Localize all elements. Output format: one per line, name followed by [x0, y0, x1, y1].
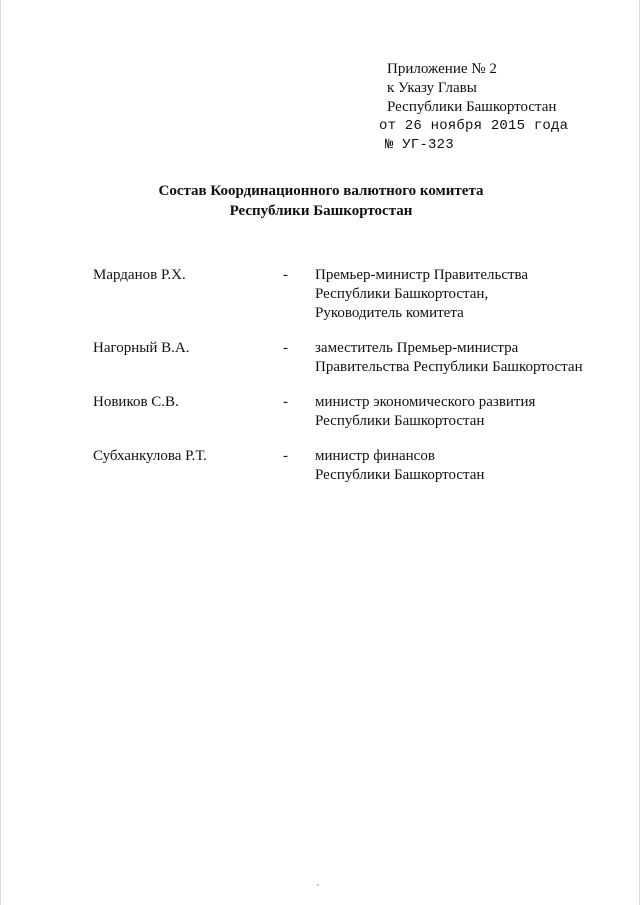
member-role-line: Руководитель комитета: [315, 305, 464, 321]
appendix-header: [379, 60, 569, 155]
appendix-republic: Республики Башкортостан: [387, 99, 557, 115]
document-title: [1, 181, 640, 221]
member-row: [93, 266, 613, 323]
member-name: Нагорный В.А.: [93, 340, 190, 356]
member-dash: -: [283, 340, 288, 356]
member-dash: -: [283, 394, 288, 410]
member-name: Марданов Р.Х.: [93, 267, 186, 283]
title-line-1: Состав Координационного валютного комитета: [158, 183, 484, 199]
member-role-line: Республики Башкортостан: [315, 413, 485, 429]
member-role: [315, 266, 613, 323]
member-role: [315, 339, 613, 377]
member-dash: -: [283, 448, 288, 464]
title-line-2: Республики Башкортостан: [229, 203, 413, 219]
member-name: Субханкулова Р.Т.: [93, 448, 207, 464]
appendix-number: № УГ-323: [385, 137, 454, 153]
appendix-label: Приложение № 2: [387, 61, 497, 77]
member-row: [93, 393, 613, 431]
member-role-line: министр финансов: [315, 448, 435, 464]
member-role-line: Правительства Республики Башкортостан: [315, 359, 583, 375]
member-role-line: Республики Башкортостан: [315, 467, 485, 483]
member-role-line: министр экономического развития: [315, 394, 536, 410]
member-role-line: заместитель Премьер-министра: [315, 340, 519, 356]
member-row: [93, 339, 613, 377]
member-role-line: Республики Башкортостан,: [315, 286, 489, 302]
appendix-date: от 26 ноября 2015 года: [379, 118, 569, 134]
appendix-decree-ref: к Указу Главы: [387, 80, 477, 96]
member-dash: -: [283, 267, 288, 283]
member-role-line: Премьер-министр Правительства: [315, 267, 529, 283]
scan-speck: [317, 884, 319, 886]
member-role: [315, 447, 613, 485]
members-list: [93, 266, 613, 485]
member-role: [315, 393, 613, 431]
member-name: Новиков С.В.: [93, 394, 179, 410]
member-row: [93, 447, 613, 485]
